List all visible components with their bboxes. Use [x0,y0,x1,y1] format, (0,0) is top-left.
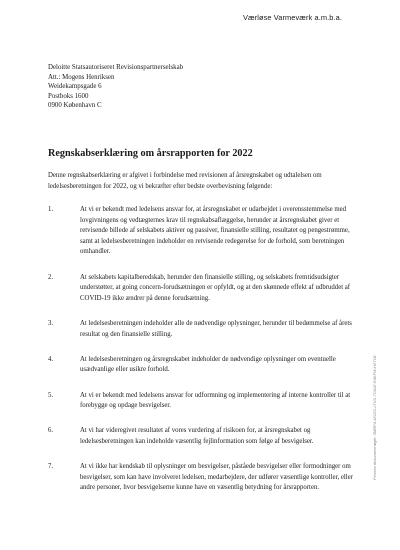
item-number: 1. [48,206,54,213]
list-item [48,462,353,494]
list-item [48,391,353,412]
list-item [48,426,353,447]
item-text: At ledelsesberetningen indeholder alle de nødvendige oplysninger, herunder til bedømmelse af årets resultat og den finansielle stilling. [80,319,352,338]
item-number: 6. [48,427,54,435]
intro-paragraph: Denne regnskabserklæring er afgivet i forbindelse med revisionen af årsregnskabet og udtalelsen om ledelsesberetningen for 2022, og vi bekræfter efter bedste overbevisning følgende: [48,172,322,190]
list-item [48,205,353,258]
list-item [48,273,353,305]
document-key-note: Penneo dokumentnøgle: 3MBP4-1K22X-LTVX-7O0AT-R4KFW-H2T1B [372,355,377,480]
item-number: 4. [48,355,54,363]
address-line: Postboks 1600 [48,92,89,100]
item-number: 5. [48,391,54,399]
address-line: Att.: Mogens Henriksen [48,73,115,81]
item-text: At vi er bekendt med ledelsens ansvar for, at årsregnskabet er udarbejdet i overensstemmelse med lovgivningens og vedtægternes krav til regnskabsaflæggelse, herunder at årsregnskabet giver et retvisende billede af selskabets aktiver og passiver, finansielle stilling, resultatet og pengestrømme, samt at ledelsesberetningen indeholder en retvisende redegørelse for de forhold, som beretningen omhandler. [80,206,350,256]
statement-list [48,205,353,508]
item-number: 3. [48,319,54,327]
header-company-name: Værløse Varmeværk a.m.b.a. [243,13,342,22]
recipient-address [48,63,183,111]
document-title: Regnskabserklæring om årsrapporten for 2022 [48,148,253,159]
item-text: At selskabets kapitalberedskab, herunder den finansielle stilling, og selskabets fremtidsudsigter understøtter, at going concern-forudsætningen er opfyldt, og at den skønnede effekt af udbruddet af COVID-19 ikke ændrer på denne forudsætning. [80,273,351,302]
address-line: Deloitte Statsautoriseret Revisionspartnerselskab [48,64,184,71]
item-number: 2. [48,273,54,281]
address-line: 0900 København C [48,102,102,109]
item-text: At vi har videregivet resultatet af vores vurdering af risikoen for, at årsregnskabet og ledelsesberetningen kan indeholde væsentlig fejlinformation som følge af besvigelser. [80,427,314,445]
item-text: At ledelsesberetningen og årsregnskabet indeholder de nødvendige oplysninger om eventuelle usædvanlige eller usikre forhold. [80,355,336,374]
item-text: At vi ikke har kendskab til oplysninger om besvigelser, påståede besvigelser eller formodninger om besvigelser, som kan have involveret ledelsen, medarbejdere, der udfører væsentlige kontroller, eller andre personer, hvor besvigelserne kunne have en væsentlig betydning for årsrapporten. [80,463,353,492]
item-text: At vi er bekendt med ledelsens ansvar for udformning og implementering af interne kontroller til at forebygge og opdage besvigelser. [80,391,351,410]
list-item [48,355,353,376]
address-line: Weidekampsgade 6 [48,83,102,90]
item-number: 7. [48,463,54,471]
list-item [48,319,353,340]
